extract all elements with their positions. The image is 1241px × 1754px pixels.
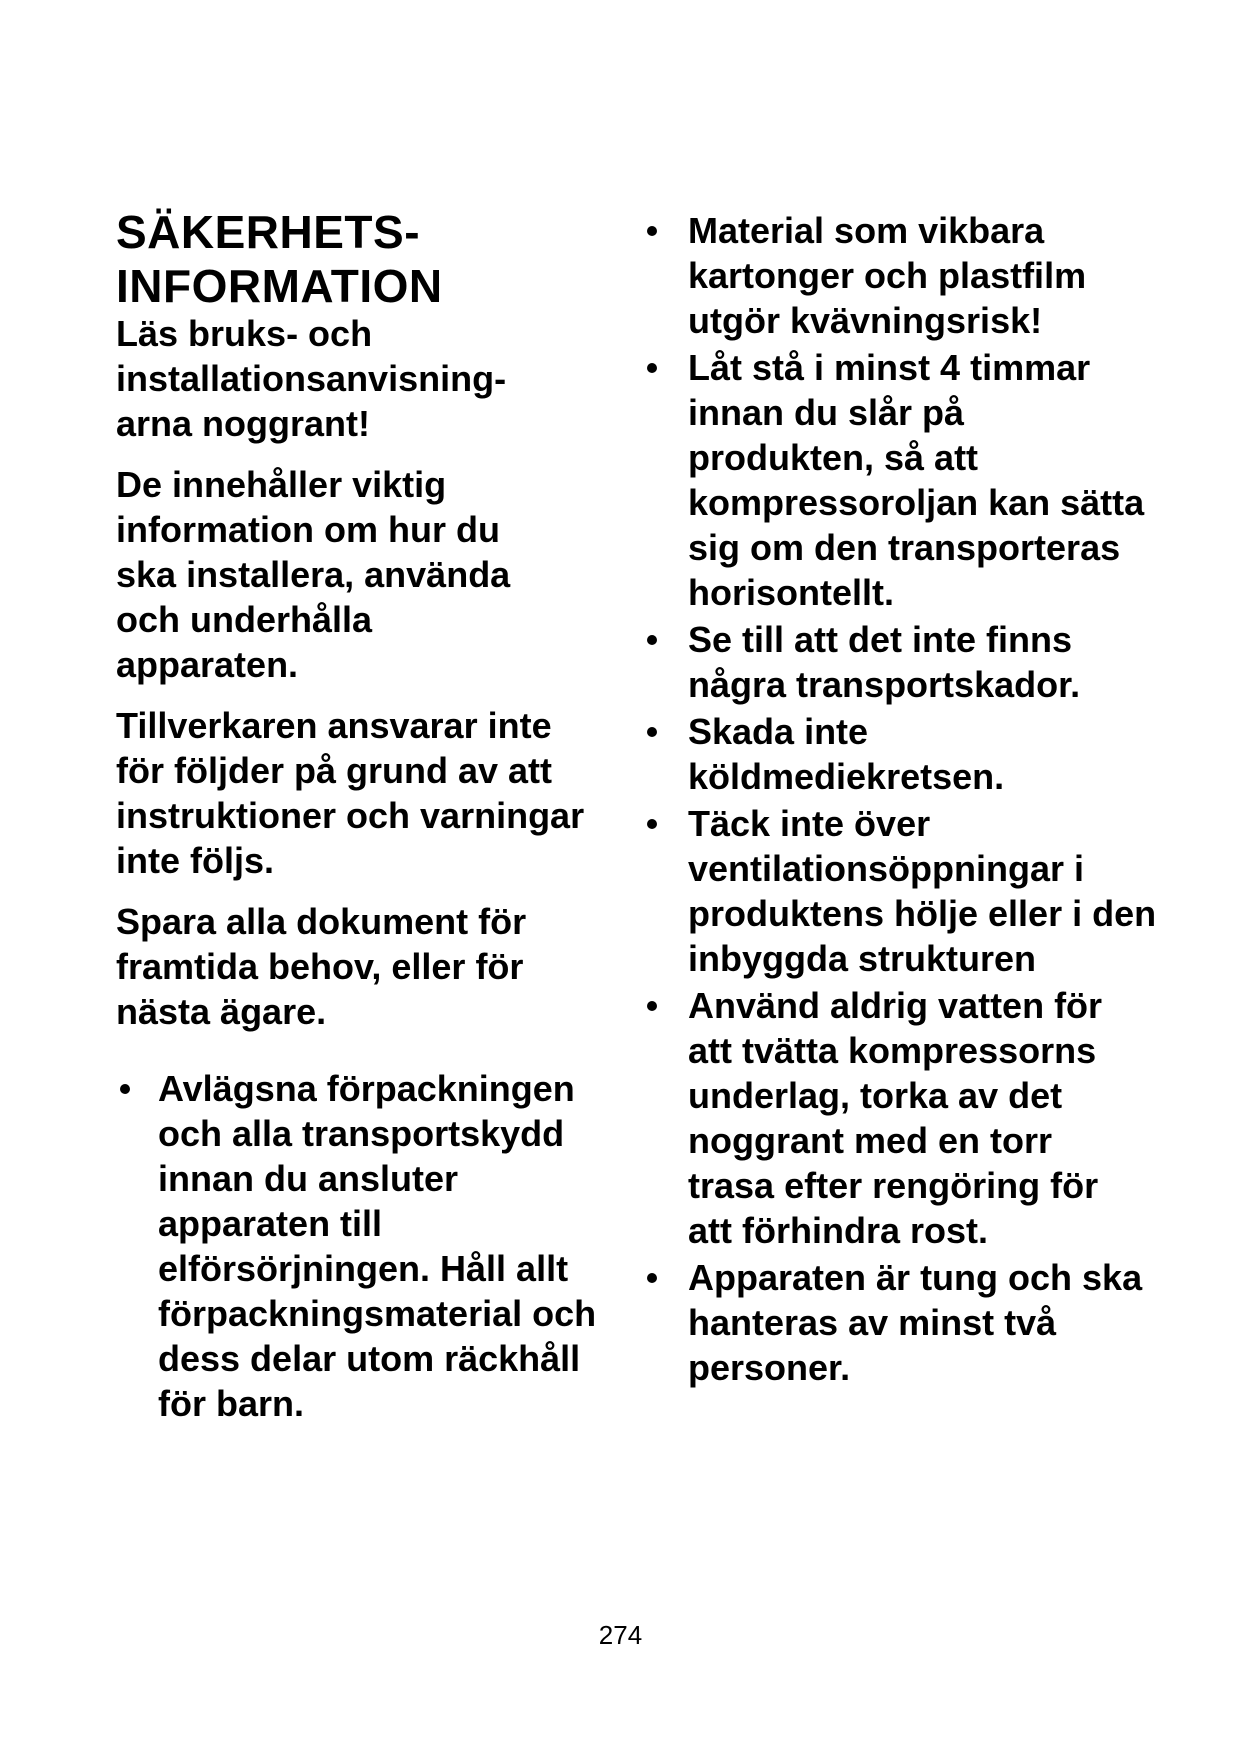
list-item-text: Avlägsna förpackningen och alla transportskydd innan du ansluter apparaten till elförsörjningen. Håll allt förpackningsmaterial och dess delar utom räckhåll för barn. [158, 1068, 597, 1424]
list-item [643, 208, 1158, 343]
list-item-text: Låt stå i minst 4 timmar innan du slår på produkten, så att kompressoroljan kan sätta sig om den transporteras horisontellt. [688, 347, 1145, 613]
list-item [116, 1066, 598, 1426]
bullet-icon [647, 635, 657, 645]
page-title [116, 205, 616, 313]
bullet-icon [647, 1273, 657, 1283]
left-bullet-list [116, 1066, 616, 1426]
list-item-text: Material som vikbara kartonger och plastfilm utgör kvävningsrisk! [688, 210, 1087, 341]
page-number: 274 [598, 1620, 643, 1650]
list-item [643, 983, 1138, 1253]
list-item [643, 1255, 1158, 1390]
title-line-2: INFORMATION [116, 260, 443, 312]
right-bullet-list [643, 208, 1163, 1390]
list-item-text: Täck inte över ventilationsöppningar i produktens hölje eller i den inbyggda strukturen [688, 803, 1157, 979]
list-item-text: Använd aldrig vatten för att tvätta kompressorns underlag, torka av det noggrant med en torr trasa efter rengöring för att förhindra rost. [688, 985, 1103, 1251]
bullet-icon [647, 727, 657, 737]
save-documents-paragraph: Spara alla dokument för framtida behov, eller för nästa ägare. [116, 901, 527, 1032]
right-column [643, 208, 1163, 1392]
list-item [643, 617, 1158, 707]
list-item [643, 801, 1163, 981]
liability-paragraph: Tillverkaren ansvarar inte för följder på grund av att instruktioner och varningar inte följs. [116, 705, 585, 881]
list-item [643, 345, 1158, 615]
bullet-icon [647, 363, 657, 373]
bullet-icon [647, 1001, 657, 1011]
title-line-1: SÄKERHETS- [116, 206, 421, 258]
bullet-icon [647, 819, 657, 829]
left-column [116, 205, 616, 1428]
bullet-icon [120, 1084, 130, 1094]
intro-paragraph: Läs bruks- och installationsanvisning-arna noggrant! [116, 313, 507, 444]
list-item [643, 709, 1088, 799]
list-item-text: Se till att det inte finns några transportskador. [688, 619, 1081, 705]
bullet-icon [647, 226, 657, 236]
info-paragraph: De innehåller viktig information om hur du ska installera, använda och underhålla apparaten. [116, 464, 511, 685]
list-item-text: Apparaten är tung och ska hanteras av minst två personer. [688, 1257, 1143, 1388]
list-item-text: Skada inte köldmediekretsen. [688, 711, 1005, 797]
